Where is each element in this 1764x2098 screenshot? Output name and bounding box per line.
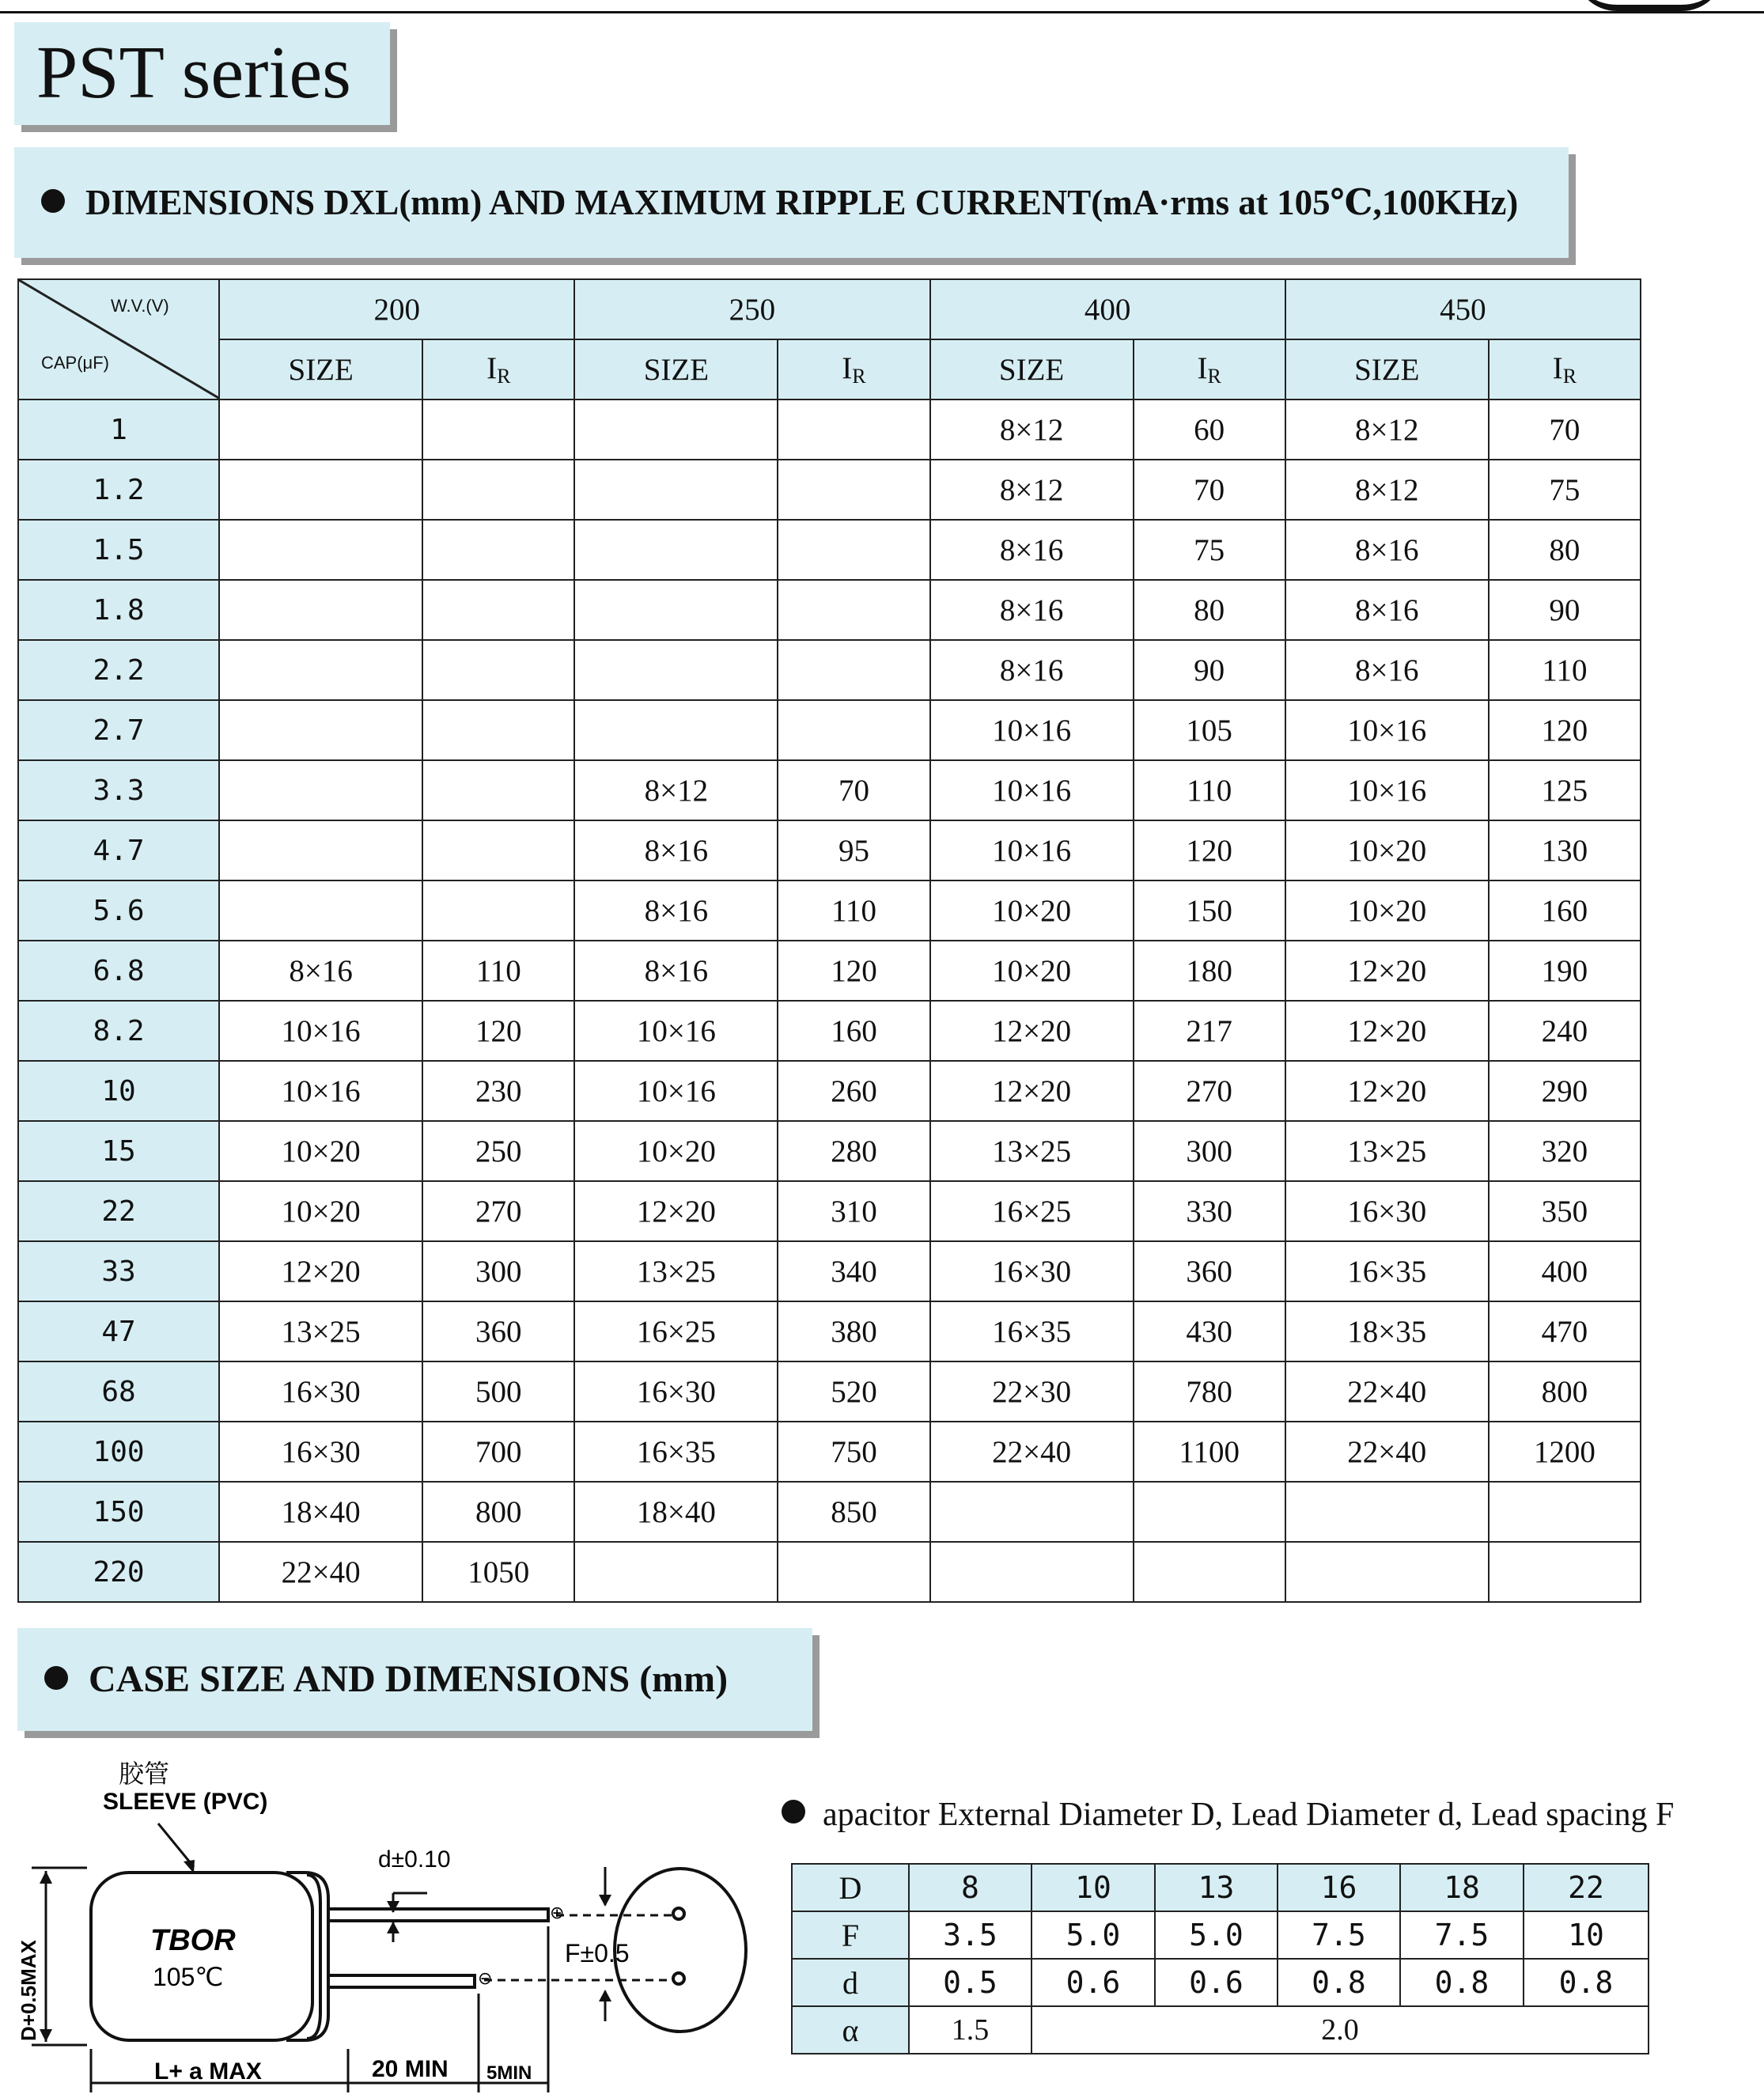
corner-header <box>18 279 219 400</box>
table-row <box>18 700 1641 760</box>
ripple-cell: 90 <box>1489 580 1641 640</box>
cap-cell: 220 <box>18 1542 219 1602</box>
cap-cell: 8.2 <box>18 1001 219 1061</box>
table-row <box>18 400 1641 460</box>
table-row <box>18 1121 1641 1181</box>
ripple-cell <box>1134 1542 1285 1602</box>
table-cell: 10 <box>1524 1911 1649 1959</box>
ripple-cell: 520 <box>778 1361 929 1422</box>
cap-cell: 1.2 <box>18 460 219 520</box>
size-cell: 16×30 <box>219 1361 422 1422</box>
ir-header: $I_R$ <box>1134 339 1285 400</box>
ripple-cell: 360 <box>422 1301 574 1361</box>
table-row <box>792 1864 1649 1911</box>
title-banner <box>14 22 390 125</box>
size-cell: 8×16 <box>1285 640 1489 700</box>
ripple-cell <box>422 880 574 941</box>
brand-logo-text: TBOR <box>150 1924 236 1957</box>
size-cell: 13×25 <box>574 1241 778 1301</box>
lead-section-title: apacitor External Diameter D, Lead Diameter d, Lead spacing F <box>782 1796 1674 1834</box>
ripple-cell <box>778 520 929 580</box>
table-row <box>18 1181 1641 1241</box>
ripple-cell <box>778 700 929 760</box>
size-cell <box>219 400 422 460</box>
size-cell: 12×20 <box>1285 941 1489 1001</box>
ripple-cell <box>1489 1542 1641 1602</box>
ripple-cell: 75 <box>1134 520 1285 580</box>
size-cell: 18×40 <box>219 1482 422 1542</box>
ripple-cell <box>778 640 929 700</box>
size-cell <box>930 1542 1134 1602</box>
spacing-label: F±0.5 <box>565 1939 630 1967</box>
size-cell: 16×25 <box>930 1181 1134 1241</box>
size-cell: 10×20 <box>219 1121 422 1181</box>
capacitor-drawing <box>0 1760 759 2098</box>
page-title: PST series <box>36 32 351 114</box>
table-row <box>18 460 1641 520</box>
size-cell <box>219 700 422 760</box>
size-cell: 8×12 <box>1285 400 1489 460</box>
size-cell <box>219 880 422 941</box>
size-cell <box>574 700 778 760</box>
ripple-cell: 800 <box>1489 1361 1641 1422</box>
temp-rating: 105℃ <box>153 1963 224 1991</box>
ripple-cell: 270 <box>422 1181 574 1241</box>
ripple-cell: 120 <box>778 941 929 1001</box>
table-row <box>18 1241 1641 1301</box>
size-cell: 16×30 <box>930 1241 1134 1301</box>
table-cell: 0.6 <box>1155 1959 1278 2006</box>
ripple-cell: 240 <box>1489 1001 1641 1061</box>
ripple-cell <box>422 400 574 460</box>
ripple-cell: 330 <box>1134 1181 1285 1241</box>
size-cell: 22×40 <box>219 1542 422 1602</box>
cap-cell: 1.5 <box>18 520 219 580</box>
ripple-cell: 110 <box>1134 760 1285 820</box>
ripple-cell: 270 <box>1134 1061 1285 1121</box>
size-cell: 8×16 <box>1285 520 1489 580</box>
ripple-cell: 80 <box>1489 520 1641 580</box>
table-row <box>18 1061 1641 1121</box>
size-cell: 10×16 <box>219 1061 422 1121</box>
table-row <box>18 1361 1641 1422</box>
top-rule <box>0 11 1764 13</box>
ripple-cell: 400 <box>1489 1241 1641 1301</box>
size-cell: 16×25 <box>574 1301 778 1361</box>
cap-cell: 2.7 <box>18 700 219 760</box>
cap-cell: 2.2 <box>18 640 219 700</box>
ripple-cell: 1050 <box>422 1542 574 1602</box>
cap-cell: 47 <box>18 1301 219 1361</box>
size-cell <box>574 580 778 640</box>
ripple-cell: 75 <box>1489 460 1641 520</box>
ripple-cell: 1100 <box>1134 1422 1285 1482</box>
ripple-cell: 300 <box>422 1241 574 1301</box>
ripple-cell: 280 <box>778 1121 929 1181</box>
ripple-cell: 95 <box>778 820 929 880</box>
capacitor-end-cap <box>286 1873 328 2040</box>
ripple-cell <box>422 700 574 760</box>
ripple-cell <box>778 400 929 460</box>
logo-fragment <box>1574 0 1724 11</box>
table-cell: 5.0 <box>1032 1911 1155 1959</box>
plus-icon: ⊕ <box>550 1903 565 1923</box>
ripple-cell: 850 <box>778 1482 929 1542</box>
size-cell: 22×40 <box>1285 1361 1489 1422</box>
size-cell: 10×20 <box>930 941 1134 1001</box>
cap-cell: 100 <box>18 1422 219 1482</box>
ripple-cell <box>1134 1482 1285 1542</box>
ir-header: $I_R$ <box>1489 339 1641 400</box>
voltage-header: 450 <box>1285 279 1641 339</box>
ripple-cell: 470 <box>1489 1301 1641 1361</box>
size-cell: 10×16 <box>219 1001 422 1061</box>
cap-cell: 1.8 <box>18 580 219 640</box>
size-cell <box>574 460 778 520</box>
size-cell <box>1285 1482 1489 1542</box>
size-cell: 8×16 <box>930 580 1134 640</box>
size-cell: 10×16 <box>574 1061 778 1121</box>
table-row <box>18 820 1641 880</box>
ripple-cell <box>422 580 574 640</box>
end-view-circle <box>615 1869 746 2032</box>
ripple-cell: 110 <box>1489 640 1641 700</box>
table-cell: 7.5 <box>1278 1911 1400 1959</box>
wv-label: W.V.(V) <box>111 296 169 316</box>
cap-cell: 4.7 <box>18 820 219 880</box>
voltage-header: 200 <box>219 279 574 339</box>
size-cell: 8×16 <box>574 941 778 1001</box>
size-cell <box>574 640 778 700</box>
size-cell: 10×16 <box>1285 760 1489 820</box>
bullet-icon <box>782 1800 805 1823</box>
table-cell: 5.0 <box>1155 1911 1278 1959</box>
cap-label: CAP(μF) <box>41 353 110 373</box>
size-cell: 10×16 <box>930 700 1134 760</box>
table-cell: 8 <box>909 1864 1032 1911</box>
size-cell: 8×16 <box>574 820 778 880</box>
size-cell: 8×16 <box>219 941 422 1001</box>
lead-length-label: 20 MIN <box>372 2056 449 2082</box>
size-cell: 10×16 <box>930 820 1134 880</box>
ripple-cell: 217 <box>1134 1001 1285 1061</box>
size-cell: 22×40 <box>1285 1422 1489 1482</box>
ripple-cell: 260 <box>778 1061 929 1121</box>
sleeve-label-en: SLEEVE (PVC) <box>103 1789 268 1815</box>
table-row <box>792 2006 1649 2054</box>
ripple-cell <box>422 760 574 820</box>
size-cell: 8×12 <box>574 760 778 820</box>
table-row <box>18 1482 1641 1542</box>
ripple-cell: 320 <box>1489 1121 1641 1181</box>
ripple-current-table <box>17 278 1641 1603</box>
size-cell: 12×20 <box>930 1001 1134 1061</box>
table-cell: 0.5 <box>909 1959 1032 2006</box>
size-cell: 16×35 <box>930 1301 1134 1361</box>
ripple-cell: 70 <box>778 760 929 820</box>
ripple-cell: 80 <box>1134 580 1285 640</box>
size-cell: 16×30 <box>574 1361 778 1422</box>
ripple-cell: 125 <box>1489 760 1641 820</box>
cap-cell: 22 <box>18 1181 219 1241</box>
size-cell: 10×16 <box>930 760 1134 820</box>
size-cell: 10×20 <box>930 880 1134 941</box>
size-cell <box>574 520 778 580</box>
size-header: SIZE <box>574 339 778 400</box>
ripple-cell: 350 <box>1489 1181 1641 1241</box>
table-row <box>18 760 1641 820</box>
table-cell: 0.8 <box>1278 1959 1400 2006</box>
ripple-cell <box>422 820 574 880</box>
ripple-cell: 430 <box>1134 1301 1285 1361</box>
ripple-cell: 310 <box>778 1181 929 1241</box>
table-row <box>18 880 1641 941</box>
size-header: SIZE <box>219 339 422 400</box>
size-cell: 22×30 <box>930 1361 1134 1422</box>
section-dimensions-banner <box>14 147 1569 258</box>
ripple-cell: 105 <box>1134 700 1285 760</box>
ripple-cell: 250 <box>422 1121 574 1181</box>
ripple-cell <box>778 580 929 640</box>
ripple-cell: 800 <box>422 1482 574 1542</box>
ripple-cell: 700 <box>422 1422 574 1482</box>
section-case-title: CASE SIZE AND DIMENSIONS (mm) <box>44 1628 728 1731</box>
size-cell <box>930 1482 1134 1542</box>
ripple-cell <box>1489 1482 1641 1542</box>
size-cell <box>219 460 422 520</box>
size-cell: 16×35 <box>574 1422 778 1482</box>
cap-cell: 1 <box>18 400 219 460</box>
ripple-cell <box>422 520 574 580</box>
ripple-cell: 190 <box>1489 941 1641 1001</box>
size-cell <box>219 760 422 820</box>
size-cell: 8×16 <box>1285 580 1489 640</box>
table-cell: 0.8 <box>1400 1959 1524 2006</box>
size-cell <box>219 820 422 880</box>
length-label: L+ a MAX <box>154 2058 262 2085</box>
ripple-cell: 160 <box>1489 880 1641 941</box>
ripple-cell: 70 <box>1134 460 1285 520</box>
table-cell: 13 <box>1155 1864 1278 1911</box>
ripple-cell: 130 <box>1489 820 1641 880</box>
size-cell: 13×25 <box>930 1121 1134 1181</box>
ripple-cell: 180 <box>1134 941 1285 1001</box>
table-cell: 16 <box>1278 1864 1400 1911</box>
row-header: F <box>792 1911 909 1959</box>
minus-icon: ⊖ <box>478 1969 493 1989</box>
ripple-cell: 90 <box>1134 640 1285 700</box>
bullet-icon <box>44 1666 68 1690</box>
ripple-cell: 120 <box>1134 820 1285 880</box>
size-cell <box>574 400 778 460</box>
ripple-cell: 340 <box>778 1241 929 1301</box>
ripple-cell: 110 <box>422 941 574 1001</box>
ripple-cell: 500 <box>422 1361 574 1422</box>
section-dimensions-title: DIMENSIONS DXL(mm) AND MAXIMUM RIPPLE CURRENT(mA·rms at 105℃,100KHz) <box>41 147 1518 258</box>
size-cell: 12×20 <box>1285 1001 1489 1061</box>
size-cell: 10×20 <box>219 1181 422 1241</box>
sleeve-label-cn: 胶管 <box>119 1760 170 1789</box>
size-cell: 16×30 <box>219 1422 422 1482</box>
size-cell <box>219 640 422 700</box>
cap-cell: 150 <box>18 1482 219 1542</box>
size-cell: 8×16 <box>930 640 1134 700</box>
size-cell: 10×20 <box>1285 820 1489 880</box>
section-case-banner <box>17 1628 812 1731</box>
size-cell: 8×16 <box>574 880 778 941</box>
size-cell: 18×35 <box>1285 1301 1489 1361</box>
sleeve-leader <box>158 1823 194 1867</box>
ripple-cell: 60 <box>1134 400 1285 460</box>
table-cell: 7.5 <box>1400 1911 1524 1959</box>
cap-cell: 68 <box>18 1361 219 1422</box>
row-header: d <box>792 1959 909 2006</box>
ir-header: $I_R$ <box>422 339 574 400</box>
size-cell: 12×20 <box>930 1061 1134 1121</box>
lead-dia-label: d±0.10 <box>378 1846 451 1873</box>
table-cell: 1.5 <box>909 2006 1032 2054</box>
table-cell: 18 <box>1400 1864 1524 1911</box>
size-cell <box>574 1542 778 1602</box>
ripple-cell: 380 <box>778 1301 929 1361</box>
cap-cell: 15 <box>18 1121 219 1181</box>
size-cell: 16×35 <box>1285 1241 1489 1301</box>
size-cell: 8×12 <box>930 460 1134 520</box>
ripple-cell: 360 <box>1134 1241 1285 1301</box>
table-row <box>18 640 1641 700</box>
size-header: SIZE <box>1285 339 1489 400</box>
ripple-cell: 300 <box>1134 1121 1285 1181</box>
ripple-cell: 1200 <box>1489 1422 1641 1482</box>
size-cell <box>219 580 422 640</box>
size-cell <box>219 520 422 580</box>
min5-label: 5MIN <box>486 2062 532 2084</box>
diameter-label: D+0.5MAX <box>17 1940 40 2041</box>
row-header: D <box>792 1864 909 1911</box>
size-cell: 8×12 <box>1285 460 1489 520</box>
size-cell: 18×40 <box>574 1482 778 1542</box>
bullet-icon <box>41 189 65 213</box>
size-cell: 12×20 <box>574 1181 778 1241</box>
ripple-cell <box>422 640 574 700</box>
table-row <box>18 941 1641 1001</box>
size-cell: 10×20 <box>574 1121 778 1181</box>
ripple-cell <box>778 1542 929 1602</box>
ripple-cell <box>778 460 929 520</box>
ripple-cell: 110 <box>778 880 929 941</box>
table-cell: 2.0 <box>1032 2006 1649 2054</box>
table-cell: 0.8 <box>1524 1959 1649 2006</box>
lead-short <box>328 1975 475 1987</box>
ripple-cell: 120 <box>422 1001 574 1061</box>
ripple-cell: 780 <box>1134 1361 1285 1422</box>
ripple-cell: 150 <box>1134 880 1285 941</box>
size-cell: 10×16 <box>574 1001 778 1061</box>
table-row <box>18 1301 1641 1361</box>
voltage-header: 250 <box>574 279 929 339</box>
size-cell <box>1285 1542 1489 1602</box>
table-row <box>18 520 1641 580</box>
cap-cell: 5.6 <box>18 880 219 941</box>
cap-cell: 10 <box>18 1061 219 1121</box>
size-cell: 13×25 <box>219 1301 422 1361</box>
size-cell: 10×20 <box>1285 880 1489 941</box>
ripple-cell: 160 <box>778 1001 929 1061</box>
size-header: SIZE <box>930 339 1134 400</box>
ripple-cell: 120 <box>1489 700 1641 760</box>
size-cell: 12×20 <box>219 1241 422 1301</box>
size-cell: 13×25 <box>1285 1121 1489 1181</box>
cap-cell: 3.3 <box>18 760 219 820</box>
row-header: α <box>792 2006 909 2054</box>
size-cell: 22×40 <box>930 1422 1134 1482</box>
ripple-cell: 230 <box>422 1061 574 1121</box>
table-row <box>18 1422 1641 1482</box>
table-row <box>18 1542 1641 1602</box>
table-row <box>18 1001 1641 1061</box>
ir-header: $I_R$ <box>778 339 929 400</box>
table-row <box>792 1911 1649 1959</box>
table-row <box>18 580 1641 640</box>
ripple-cell: 70 <box>1489 400 1641 460</box>
ripple-cell: 750 <box>778 1422 929 1482</box>
cap-cell: 6.8 <box>18 941 219 1001</box>
ripple-cell <box>422 460 574 520</box>
table-row <box>792 1959 1649 2006</box>
size-cell: 8×16 <box>930 520 1134 580</box>
table-cell: 3.5 <box>909 1911 1032 1959</box>
table-cell: 22 <box>1524 1864 1649 1911</box>
voltage-header: 400 <box>930 279 1285 339</box>
size-cell: 10×16 <box>1285 700 1489 760</box>
lead-long <box>328 1909 548 1921</box>
size-cell: 8×12 <box>930 400 1134 460</box>
lead-spacing-table <box>791 1863 1649 2054</box>
ripple-cell: 290 <box>1489 1061 1641 1121</box>
table-cell: 10 <box>1032 1864 1155 1911</box>
cap-cell: 33 <box>18 1241 219 1301</box>
size-cell: 12×20 <box>1285 1061 1489 1121</box>
size-cell: 16×30 <box>1285 1181 1489 1241</box>
table-cell: 0.6 <box>1032 1959 1155 2006</box>
